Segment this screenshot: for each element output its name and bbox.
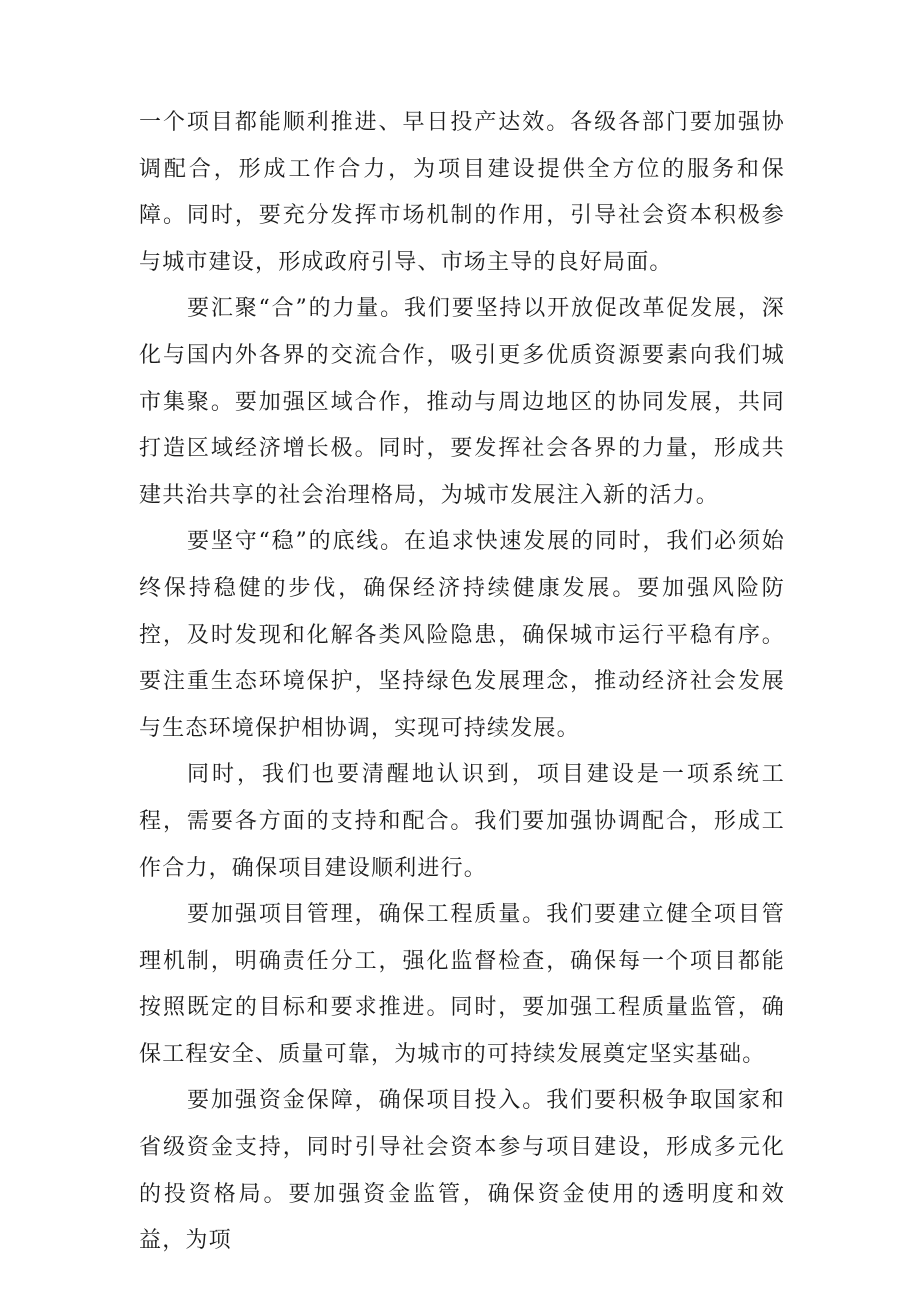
paragraph-funding-guarantee: 要加强资金保障，确保项目投入。我们要积极争取国家和省级资金支持，同时引导社会资本参与项目建设，形成多元化的投资格局。要加强资金监管，确保资金使用的透明度和效益，为项	[139, 1088, 785, 1254]
paragraph-wen-bottomline: 要坚守“稳”的底线。在追求快速发展的同时，我们必须始终保持稳健的步伐，确保经济持续健康发展。要加强风险防控，及时发现和化解各类风险隐患，确保城市运行平稳有序。要注重生态环境保护，坚持绿色发展理念，推动经济社会发展与生态环境保护相协调，实现可持续发展。	[139, 529, 785, 741]
paragraph-system-engineering: 同时，我们也要清醒地认识到，项目建设是一项系统工程，需要各方面的支持和配合。我们要加强协调配合，形成工作合力，确保项目建设顺利进行。	[139, 762, 785, 881]
document-page	[139, 100, 785, 1265]
paragraph-continuation: 一个项目都能顺利推进、早日投产达效。各级各部门要加强协调配合，形成工作合力，为项目建设提供全方位的服务和保障。同时，要充分发挥市场机制的作用，引导社会资本积极参与城市建设，形成政府引导、市场主导的良好局面。	[139, 110, 785, 275]
paragraph-he-force: 要汇聚“合”的力量。我们要坚持以开放促改革促发展，深化与国内外各界的交流合作，吸引更多优质资源要素向我们城市集聚。要加强区域合作，推动与周边地区的协同发展，共同打造区域经济增长极。同时，要发挥社会各界的力量，形成共建共治共享的社会治理格局，为城市发展注入新的活力。	[139, 296, 785, 508]
paragraph-project-management: 要加强项目管理，确保工程质量。我们要建立健全项目管理机制，明确责任分工，强化监督检查，确保每一个项目都能按照既定的目标和要求推进。同时，要加强工程质量监管，确保工程安全、质量可靠，为城市的可持续发展奠定坚实基础。	[139, 902, 785, 1067]
